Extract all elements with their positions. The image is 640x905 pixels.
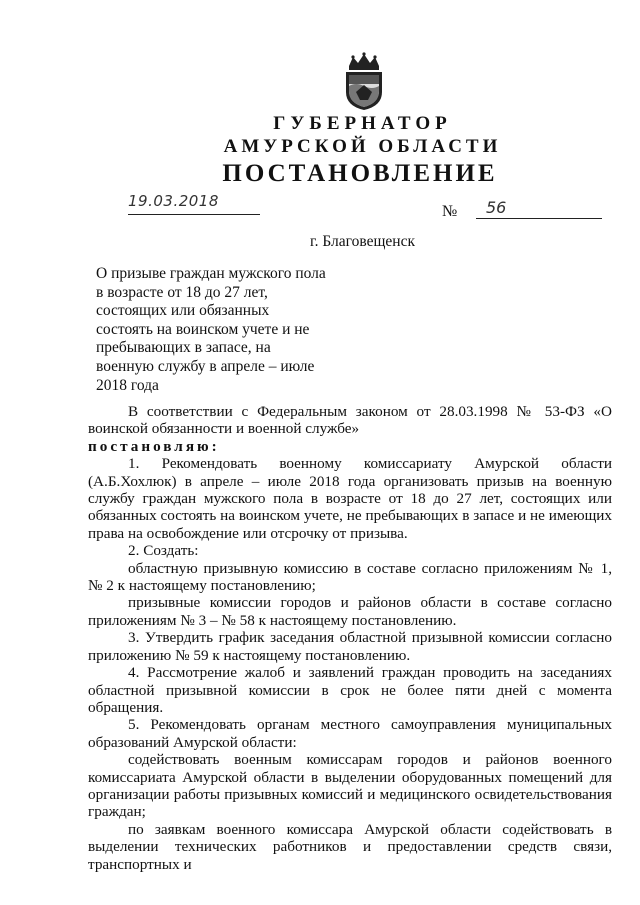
region-heading: АМУРСКОЙ ОБЛАСТИ bbox=[223, 136, 502, 157]
document-number-value: 56 bbox=[486, 198, 507, 217]
coat-of-arms-icon bbox=[340, 52, 388, 112]
resolve-word: постановляю: bbox=[88, 437, 220, 455]
document-number bbox=[476, 198, 602, 219]
document-subject: О призыве граждан мужского пола в возрасте от 18 до 27 лет, состоящих или обязанных состоять на воинском учете и не пребывающих в запасе, на военную службу в апреле – июле 2018 года bbox=[96, 265, 326, 394]
paragraph-1: 1. Рекомендовать военному комиссариату Амурской области (А.Б.Хохлюк) в апреле – июле 2018 года организовать призыв на военную службу граждан мужского пола в возрасте от 18 до 27 лет, состоящих или обязанных состоять на воинском учете, не пребывающих в запасе и не имеющих права на освобождение или отсрочку от призыва. bbox=[88, 455, 612, 542]
number-label: № bbox=[442, 203, 458, 220]
document-date: 19.03.2018 bbox=[128, 192, 260, 215]
paragraph-3: 3. Утвердить график заседания областной призывной комиссии согласно приложению № 59 к настоящему постановлению. bbox=[88, 629, 612, 664]
paragraph-2: 2. Создать: bbox=[128, 542, 199, 560]
paragraph-4: 4. Рассмотрение жалоб и заявлений граждан проводить на заседаниях областной призывной комиссии в срок не более пяти дней с момента обращения. bbox=[88, 664, 612, 716]
paragraph-2a: областную призывную комиссию в составе согласно приложениям № 1, № 2 к настоящему постановлению; bbox=[88, 559, 612, 595]
paragraph-5a: содействовать военным комиссарам городов и районов военного комиссариата Амурской области в выделении оборудованных помещений для организации работы призывных комиссий и медицинского освидетельствования граждан; bbox=[88, 751, 612, 821]
paragraph-5: 5. Рекомендовать органам местного самоуправления муниципальных образований Амурской области: bbox=[88, 716, 612, 751]
paragraph-5b: по заявкам военного комиссара Амурской области содействовать в выделении технических работников и предоставлении средств связи, транспортных и bbox=[88, 820, 612, 873]
preamble-paragraph: В соответствии с Федеральным законом от 28.03.1998 № 53-ФЗ «О воинской обязанности и военной службе» bbox=[88, 403, 612, 438]
city-line: г. Благовещенск bbox=[309, 233, 416, 250]
document-type-heading: ПОСТАНОВЛЕНИЕ bbox=[222, 160, 498, 187]
paragraph-2b: призывные комиссии городов и районов области в составе согласно приложениям № 3 – № 58 к настоящему постановлению. bbox=[88, 594, 612, 629]
governor-heading: ГУБЕРНАТОР bbox=[273, 113, 452, 134]
document-body bbox=[88, 403, 612, 873]
